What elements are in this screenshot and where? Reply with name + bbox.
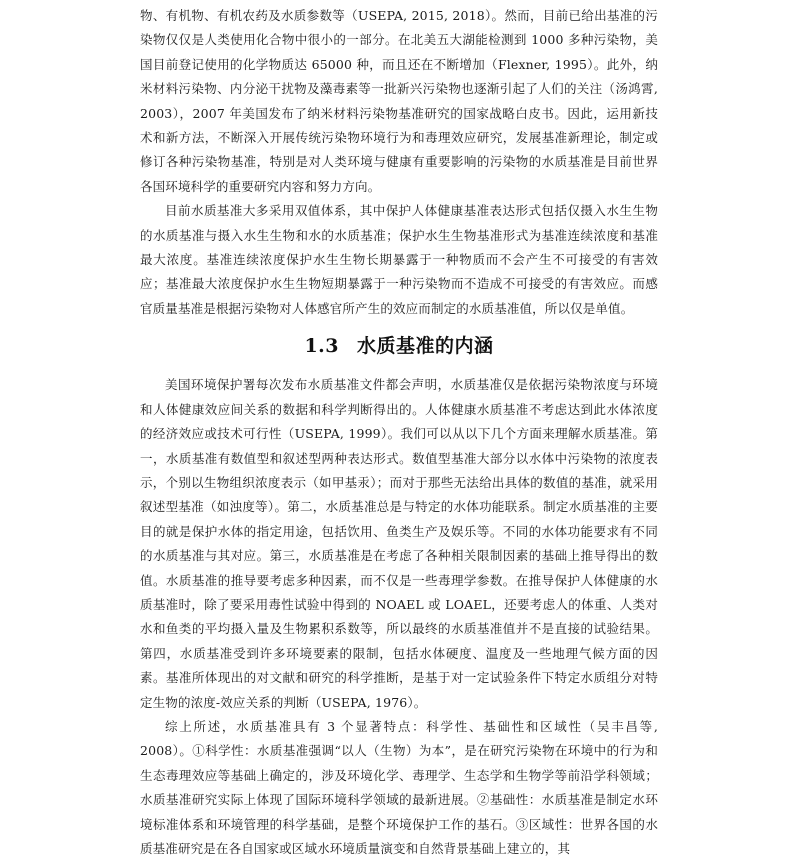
paragraph-continued: 物、有机物、有机农药及水质参数等（USEPA, 2015, 2018）。然而，目前已给出基准的污染物仅仅是人类使用化合物中很小的一部分。在北美五大湖能检测到 1000 多种污染物，美国目前登记使用的化学物质达 65000 种，而且还在不断增加（Flexner, 1995）。此外，纳米材料污染物、内分泌干扰物及藻毒素等一批新兴污染物也逐渐引起了人们的关注（汤鸿霄, 2003），2007 年美国发布了纳米材料污染物基准研究的国家战略白皮书。因此，运用新技术和新方法，不断深入开展传统污染物环境行为和毒理效应研究，发展基准新理论，制定或修订各种污染物基准，特别是对人类环境与健康有重要影响的污染物的水质基准是目前世界各国环境科学的重要研究内容和努力方向。	[140, 8, 658, 194]
section-title: 水质基准的内涵	[357, 335, 494, 358]
paragraph-usepa-statement: 美国环境保护署每次发布水质基准文件都会声明，水质基准仅是依据污染物浓度与环境和人体健康效应间关系的数据和科学判断得出的。人体健康水质基准不考虑达到此水体浓度的经济效应或技术可行性（USEPA, 1999）。我们可以从以下几个方面来理解水质基准。第一，水质基准有数值型和叙述型两种表达形式。数值型基准大部分以水体中污染物的浓度表示，个别以生物组织浓度表示（如甲基汞）；而对于那些无法给出具体的数值的基准，就采用叙述型基准（如浊度等）。第二，水质基准总是与特定的水体功能联系。制定水质基准的主要目的就是保护水体的指定用途，包括饮用、鱼类生产及娱乐等。不同的水体功能要求有不同的水质基准与其对应。第三，水质基准是在考虑了各种相关限制因素的基础上推导得出的数值。水质基准的推导要考虑多种因素，而不仅是一些毒理学参数。在推导保护人体健康的水质基准时，除了要采用毒性试验中得到的 NOAEL 或 LOAEL，还要考虑人的体重、人类对水和鱼类的平均摄入量及生物累积系数等，所以最终的水质基准值并不是直接的试验结果。第四，水质基准受到许多环境要素的限制，包括水体硬度、温度及一些地理气候方面的因素。基准所体现出的对文献和研究的科学推断，是基于对一定试验条件下特定水质组分对特定生物的浓度-效应关系的判断（USEPA, 1976）。	[140, 377, 658, 710]
paragraph-summary-features: 综上所述，水质基准具有 3 个显著特点：科学性、基础性和区域性（吴丰昌等, 2008）。①科学性：水质基准强调“以人（生物）为本”，是在研究污染物在环境中的行为和生态毒理效应等基础上确定的，涉及环境化学、毒理学、生态学和生物学等前沿学科领域；水质基准研究实际上体现了国际环境科学领域的最新进展。②基础性：水质基准是制定水环境标准体系和环境管理的科学基础，是整个环境保护工作的基石。③区域性：世界各国的水质基准研究是在各自国家或区域水环境质量演变和自然背景基础上建立的，其	[140, 718, 658, 856]
paragraph-dual-value-system: 目前水质基准大多采用双值体系，其中保护人体健康基准表达形式包括仅摄入水生生物的水质基准与摄入水生生物和水的水质基准；保护水生生物基准形式为基准连续浓度和基准最大浓度。基准连续浓度保护水生生物长期暴露于一种物质而不会产生不可接受的有害效应；基准最大浓度保护水生生物短期暴露于一种污染物而不造成不可接受的有害效应。而感官质量基准是根据污染物对人体感官所产生的效应而制定的水质基准值，所以仅是单值。	[140, 203, 658, 316]
section-number: 1.3	[304, 335, 340, 358]
document-page	[140, 0, 658, 861]
section-heading	[140, 333, 658, 359]
